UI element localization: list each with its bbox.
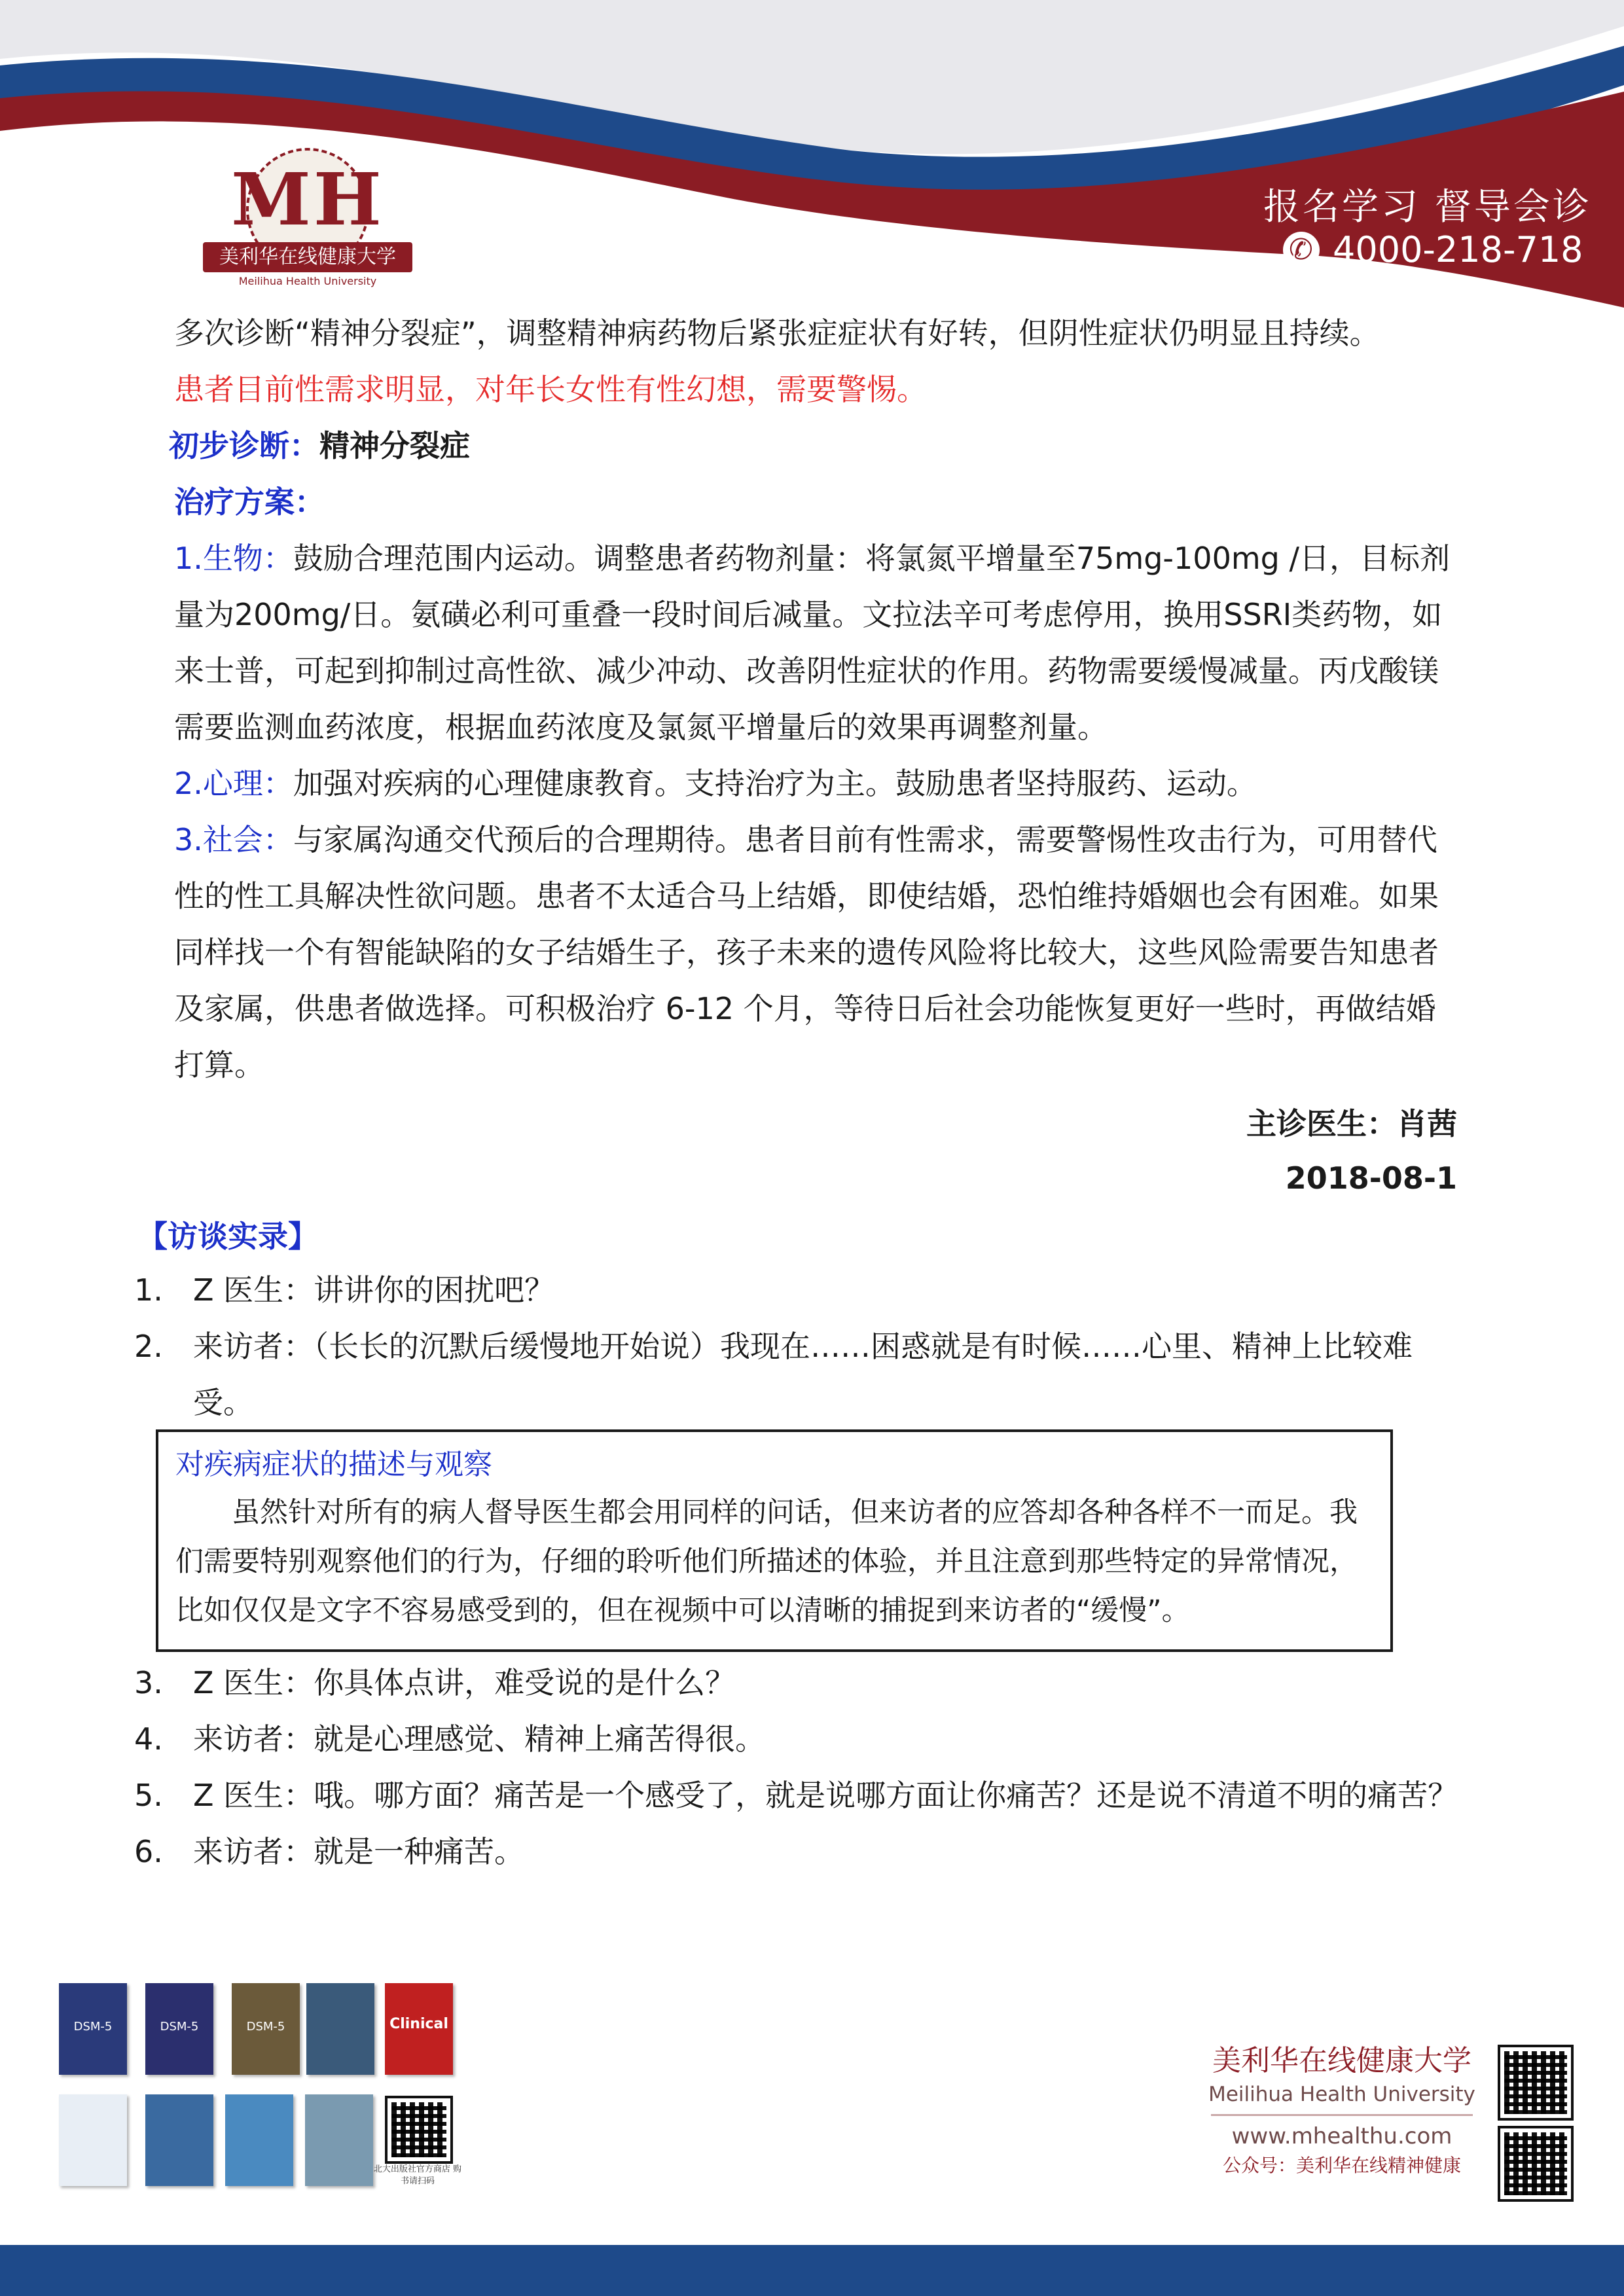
footer-book-covers <box>59 1983 478 2193</box>
brand-name-en: Meilihua Health University <box>1208 2083 1475 2106</box>
plan-psychological <box>174 755 1457 812</box>
item-text: 来访者：（长长的沉默后缓慢地开始说）我现在……困惑就是有时候……心里、精神上比较难受。 <box>193 1329 1413 1420</box>
item-number: 6. <box>134 1834 163 1869</box>
logo-mark: MH <box>231 157 384 242</box>
wechat-account: 公众号：美利华在线精神健康 <box>1222 2155 1461 2176</box>
book-cover[interactable]: DSM-5 <box>232 1983 300 2075</box>
bio-text: 鼓励合理范围内运动。调整患者药物剂量：将氯氮平增量至75mg-100mg /日，目标剂量为200mg/日。氨磺必利可重叠一段时间后减量。文拉法辛可考虑停用，换用SSRI类药物，如来士普，可起到抑制过高性欲、减少冲动、改善阴性症状的作用。药物需要缓慢减量。丙戊酸镁需要监测血药浓度，根据血药浓度及氯氮平增量后的效果再调整剂量。 <box>174 541 1450 745</box>
wechat-qr-code-icon[interactable] <box>1500 2128 1571 2199</box>
item-text: Z 医生：你具体点讲，难受说的是什么？ <box>193 1665 736 1700</box>
soc-label: 3.社会： <box>174 822 293 857</box>
book-cover[interactable]: Clinical <box>385 1983 453 2075</box>
logo-ribbon: 美利华在线健康大学 <box>203 242 412 272</box>
brand-name-cn: 美利华在线健康大学 <box>1212 2044 1471 2077</box>
risk-warning: 患者目前性需求明显，对年长女性有性幻想，需要警惕。 <box>174 372 927 407</box>
item-number: 2. <box>134 1329 163 1364</box>
list-item <box>134 1318 1463 1431</box>
diagnosis-value: 精神分裂症 <box>319 428 470 463</box>
item-number: 1. <box>134 1272 163 1308</box>
item-text: Z 医生：讲讲你的困扰吧？ <box>193 1272 555 1308</box>
university-logo <box>190 144 425 295</box>
website-link[interactable]: www.mhealthu.com <box>1231 2123 1453 2149</box>
qr-caption: 北大出版社官方商店 购书请扫码 <box>373 2164 462 2186</box>
divider <box>1211 2114 1473 2116</box>
list-item <box>134 1655 1463 1711</box>
plan-biological <box>174 530 1457 755</box>
psy-label: 2.心理： <box>174 766 293 801</box>
bio-label: 1.生物： <box>174 541 293 576</box>
item-text: Z 医生：哦。哪方面？痛苦是一个感受了，就是说哪方面让你痛苦？还是说不清道不明的痛苦？ <box>193 1778 1458 1813</box>
treatment-plan-heading: 治疗方案： <box>174 484 325 520</box>
bookstore-qr-code-icon[interactable] <box>388 2098 450 2161</box>
diagnosis-history: 多次诊断“精神分裂症”，调整精神病药物后紧张症症状有好转，但阴性症状仍明显且持续。 <box>174 315 1380 351</box>
book-cover[interactable] <box>305 2094 373 2186</box>
book-cover[interactable] <box>306 1983 374 2075</box>
header-phone <box>1283 229 1583 270</box>
footer-brand <box>1198 2042 1486 2180</box>
record-date: 2018-08-1 <box>1285 1160 1457 1196</box>
book-cover[interactable] <box>225 2094 293 2186</box>
note-title: 对疾病症状的描述与观察 <box>175 1448 492 1481</box>
phone-icon <box>1283 232 1320 268</box>
header-slogan: 报名学习 督导会诊 <box>1263 186 1592 228</box>
book-cover[interactable] <box>145 2094 213 2186</box>
logo-subtitle: Meilihua Health University <box>238 275 377 287</box>
attending-doctor: 主诊医生：肖茜 <box>1246 1106 1457 1141</box>
interview-list-part1 <box>134 1262 1463 1431</box>
case-summary <box>169 305 1457 1204</box>
preliminary-diagnosis <box>169 418 1457 474</box>
diagnosis-label: 初步诊断： <box>169 428 319 463</box>
item-text: 来访者：就是一种痛苦。 <box>193 1834 524 1869</box>
website-qr-code-icon[interactable] <box>1500 2047 1571 2118</box>
psy-text: 加强对疾病的心理健康教育。支持治疗为主。鼓励患者坚持服药、运动。 <box>293 766 1257 801</box>
plan-social <box>174 812 1457 1093</box>
item-text: 来访者：就是心理感觉、精神上痛苦得很。 <box>193 1721 765 1757</box>
soc-text: 与家属沟通交代预后的合理期待。患者目前有性需求，需要警惕性攻击行为，可用替代性的性工具解决性欲问题。患者不太适合马上结婚，即使结婚，恐怕维持婚姻也会有困难。如果同样找一个有智能缺陷的女子结婚生子，孩子未来的遗传风险将比较大，这些风险需要告知患者及家属，供患者做选择。可积极治疗 6-12 个月，等待日后社会功能恢复更好一些时，再做结婚打算。 <box>174 822 1439 1083</box>
item-number: 5. <box>134 1778 163 1813</box>
interview-title: 【访谈实录】 <box>137 1219 318 1254</box>
footer-band <box>0 2245 1624 2296</box>
book-cover[interactable] <box>59 2094 127 2186</box>
list-item <box>134 1711 1463 1767</box>
list-item <box>134 1767 1463 1823</box>
note-body: 虽然针对所有的病人督导医生都会用同样的问话，但来访者的应答却各种各样不一而足。我们需要特别观察他们的行为，仔细的聆听他们所描述的体验，并且注意到那些特定的异常情况，比如仅仅是文字不容易感受到的，但在视频中可以清晰的捕捉到来访者的“缓慢”。 <box>175 1496 1358 1627</box>
item-number: 4. <box>134 1721 163 1757</box>
item-number: 3. <box>134 1665 163 1700</box>
list-item <box>134 1823 1463 1880</box>
book-cover[interactable]: DSM-5 <box>59 1983 127 2075</box>
interview-list-part2 <box>134 1655 1463 1880</box>
book-cover[interactable]: DSM-5 <box>145 1983 213 2075</box>
list-item <box>134 1262 1463 1318</box>
supervisor-note-box <box>156 1429 1393 1652</box>
phone-number: 4000-218-718 <box>1333 229 1583 270</box>
